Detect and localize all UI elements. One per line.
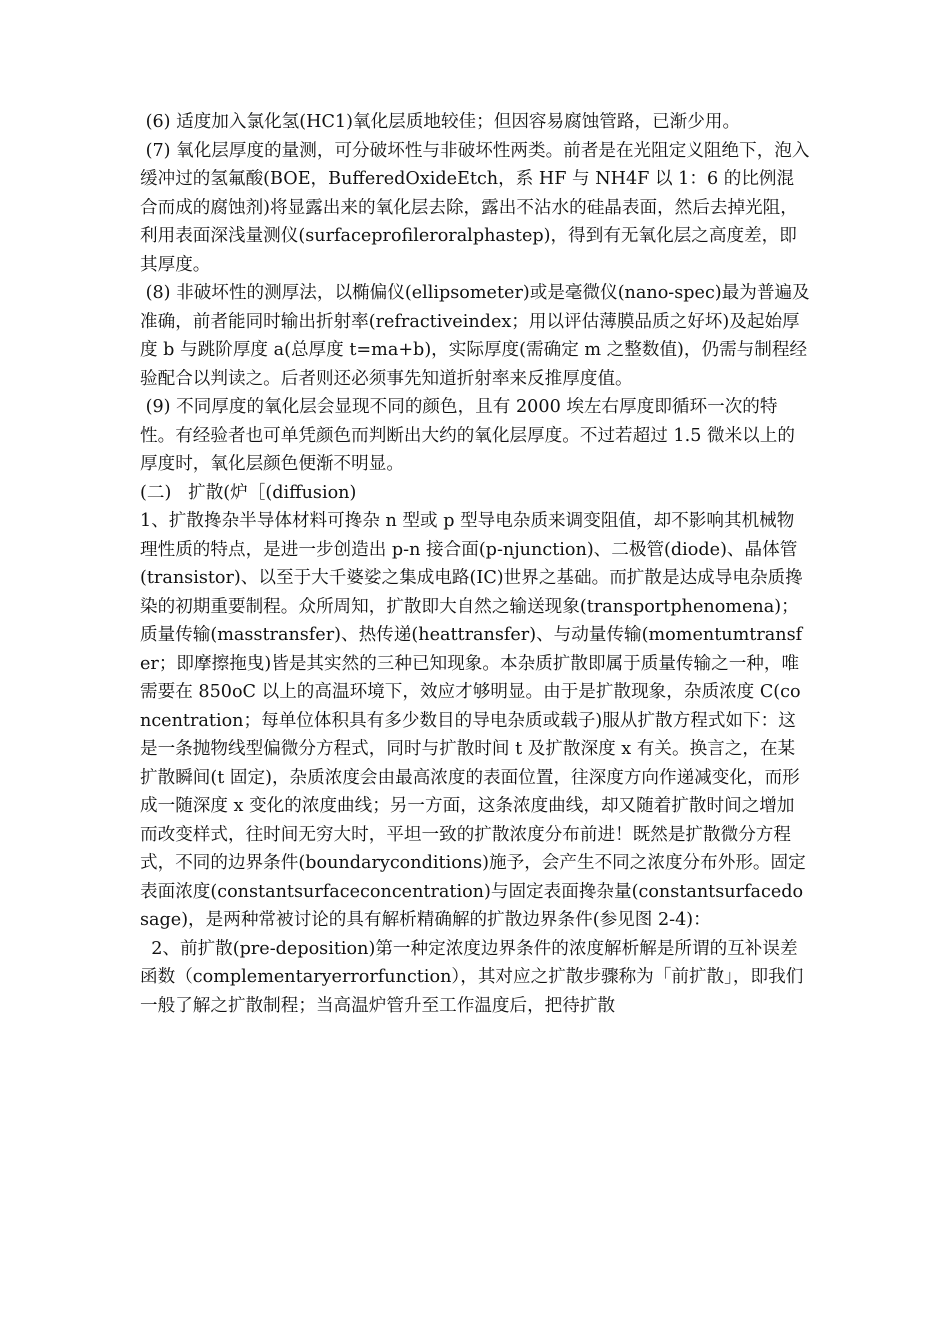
section-heading-diffusion: (二) 扩散(炉［(diffusion) (140, 482, 357, 503)
paragraph-oxide-color: (9) 不同厚度的氧化层会显现不同的颜色，且有 2000 埃左右厚度即循环一次的特性。有经验者也可单凭颜色而判断出大约的氧化层厚度。不过若超过 1.5 微米以上的厚度时，氧化层颜色便渐不明显。 (140, 397, 795, 474)
paragraph-diffusion-doping: 1、扩散搀杂半导体材料可搀杂 n 型或 p 型导电杂质来调变阻值，却不影响其机械物理性质的特点，是进一步创造出 p-n 接合面(p-njunction)、二极管(diode)、晶体管(transistor)、以至于大千婆娑之集成电路(IC)世界之基础。而扩散是达成导电杂质搀染的初期重要制程。众所周知，扩散即大自然之输送现象(transportphenomena)；质量传输(masstransfer)、热传递(heattransfer)、与动量传输(momentumtransfer；即摩擦拖曳)皆是其实然的三种已知现象。本杂质扩散即属于质量传输之一种，唯需要在 850oC 以上的高温环境下，效应才够明显。由于是扩散现象，杂质浓度 C(concentration；每单位体积具有多少数目的导电杂质或载子)服从扩散方程式如下：这是一条抛物线型偏微分方程式，同时与扩散时间 t 及扩散深度 x 有关。换言之，在某扩散瞬间(t 固定)，杂质浓度会由最高浓度的表面位置，往深度方向作递减变化，而形成一随深度 x 变化的浓度曲线；另一方面，这条浓度曲线，却又随着扩散时间之增加而改变样式，往时间无穷大时，平坦一致的扩散浓度分布前进！既然是扩散微分方程式，不同的边界条件(boundaryconditions)施予，会产生不同之浓度分布外形。固定表面浓度(constantsurfaceconcentration)与固定表面搀杂量(constantsurfacedosage)，是两种常被讨论的具有解析精确解的扩散边界条件(参见图 2-4)： (140, 511, 806, 930)
paragraph-destructive-measurement: (7) 氧化层厚度的量测，可分破坏性与非破坏性两类。前者是在光阻定义阻绝下，泡入缓冲过的氢氟酸(BOE，BufferedOxideEtch，系 HF 与 NH4F 以 1：6 的比例混合而成的腐蚀剂)将显露出来的氧化层去除，露出不沾水的硅晶表面，然后去掉光阻，利用表面深浅量测仪(surfaceprofileroralphastep)，得到有无氧化层之高度差，即其厚度。 (140, 140, 810, 275)
paragraph-nondestructive-measurement: (8) 非破坏性的测厚法，以椭偏仪(ellipsometer)或是毫微仪(nano-spec)最为普遍及准确，前者能同时输出折射率(refractiveindex；用以评估薄膜品质之好坏)及起始厚度 b 与跳阶厚度 a(总厚度 t=ma+b)，实际厚度(需确定 m 之整数值)，仍需与制程经验配合以判读之。后者则还必须事先知道折射率来反推厚度值。 (140, 283, 810, 389)
paragraph-oxide-hcl: (6) 适度加入氯化氢(HC1)氧化层质地较佳；但因容易腐蚀管路，已渐少用。 (140, 112, 741, 132)
document-page (140, 108, 810, 1020)
paragraph-pre-deposition: 2、前扩散(pre-deposition)第一种定浓度边界条件的浓度解析解是所谓的互补误差函数（complementaryerrorfunction），其对应之扩散步骤称为「前扩散」，即我们一般了解之扩散制程；当高温炉管升至工作温度后，把待扩散 (140, 938, 804, 1016)
